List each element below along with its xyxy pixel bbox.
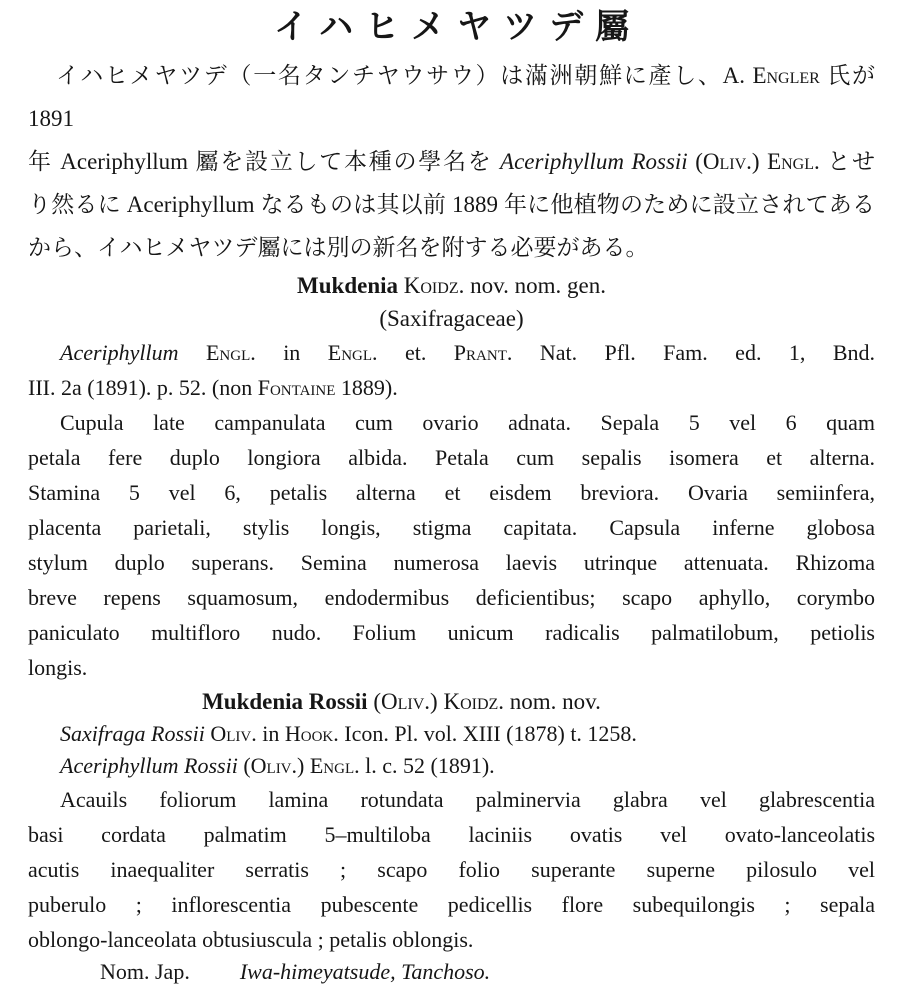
text-segment: Oliv. [210, 721, 257, 746]
text-segment: Koidz. [403, 273, 465, 298]
text-segment: ( [367, 689, 381, 714]
text-segment: Aceriphyllum Rossii [60, 753, 238, 778]
text-segment: Stamina 5 vel 6, petalis alterna et eisdem breviora. Ovaria semiinfera, [28, 480, 875, 505]
text-segment [179, 340, 206, 365]
text-segment: in [255, 340, 328, 365]
text-segment: Acauils foliorum lamina rotundata palminervia glabra vel glabrescentia [60, 787, 875, 812]
species-description-line-5 [28, 922, 875, 957]
jp-intro-line-3 [28, 183, 875, 226]
jp-intro-line-2 [28, 140, 875, 183]
text-segment: basi cordata palmatim 5–multiloba laciniis ovatis vel ovato-lanceolatis [28, 822, 875, 847]
genus-description-line-3 [28, 475, 875, 510]
text-segment: Mukdenia [297, 273, 404, 298]
text-segment: puberulo ; inflorescentia pubescente pedicellis flore subequilongis ; sepala [28, 892, 875, 917]
text-segment: 年 Aceriphyllum 屬を設立して本種の學名を [28, 149, 501, 174]
text-segment: Cupula late campanulata cum ovario adnata. Sepala 5 vel 6 quam [60, 410, 875, 435]
genus-heading [28, 269, 875, 302]
jp-intro-line-1 [28, 54, 875, 140]
text-segment: Aceriphyllum [60, 340, 179, 365]
text-segment: ) [430, 689, 444, 714]
text-segment: Nom. Jap. [100, 959, 190, 984]
family-heading [28, 302, 875, 335]
text-segment: Oliv. [702, 149, 752, 174]
text-segment: Nat. Pfl. Fam. ed. 1, Bnd. [512, 340, 875, 365]
text-segment: 氏が 1891 [28, 63, 876, 131]
text-segment: Engler [752, 63, 820, 88]
text-segment: Iwa-himeyatsude, Tanchoso. [239, 959, 491, 984]
species-description-line-1 [28, 782, 875, 817]
text-segment: 1889). [335, 375, 398, 400]
text-segment: ( [237, 753, 251, 778]
species-description-line-4 [28, 887, 875, 922]
text-segment: Engl. [205, 340, 256, 365]
genus-description-line-6 [28, 580, 875, 615]
text-segment: Engl. [327, 340, 378, 365]
text-segment: nom. nov. [504, 689, 601, 714]
genus-description-line-4 [28, 510, 875, 545]
species-description-line-2 [28, 817, 875, 852]
text-segment: Koidz. [443, 689, 505, 714]
text-segment: り然るに Aceriphyllum なるものは其以前 1889 年に他植物のために設立されてある [28, 192, 875, 217]
genus-synonym-line-2 [28, 370, 875, 405]
text-segment: Icon. Pl. vol. XIII (1878) t. 1258. [338, 721, 637, 746]
species-synonym-line-1 [28, 718, 875, 750]
document-body [28, 54, 875, 987]
species-heading [0, 685, 825, 718]
japanese-name-line [28, 957, 875, 987]
text-segment: Hook. [284, 721, 339, 746]
text-segment: breve repens squamosum, endodermibus deficientibus; scapo aphyllo, corymbo [28, 585, 875, 610]
genus-description-line-8 [28, 650, 875, 685]
text-segment: Engl. [767, 149, 820, 174]
species-synonym-line-2 [28, 750, 875, 782]
text-segment: nov. nom. gen. [464, 273, 606, 298]
text-segment: III. 2a (1891). p. 52. (non [28, 375, 258, 400]
genus-description-line-7 [28, 615, 875, 650]
text-segment: placenta parietali, stylis longis, stigma capitata. Capsula inferne globosa [28, 515, 875, 540]
text-segment: Prant. [453, 340, 513, 365]
text-segment: Saxifraga Rossii [60, 721, 205, 746]
jp-intro-line-4 [28, 226, 875, 269]
genus-description-line-2 [28, 440, 875, 475]
page-title: イハヒメヤツデ屬 [273, 9, 642, 46]
text-segment: Aceriphyllum Rossii [500, 149, 688, 174]
text-segment: とせ [819, 149, 876, 174]
text-segment: (Saxifragaceae) [379, 306, 524, 331]
text-segment: Mukdenia Rossii [202, 689, 368, 714]
genus-description-line-5 [28, 545, 875, 580]
text-segment: Fontaine [257, 375, 336, 400]
text-segment: petala fere duplo longiora albida. Petala cum sepalis isomera et alterna. [28, 445, 875, 470]
text-segment: stylum duplo superans. Semina numerosa laevis utrinque attenuata. Rhizoma [28, 550, 875, 575]
genus-description-line-1 [28, 405, 875, 440]
text-segment: Engl. [309, 753, 360, 778]
text-segment: から、イハヒメヤツデ屬には別の新名を附する必要がある。 [28, 235, 649, 260]
text-segment: ) [751, 149, 768, 174]
text-segment: Oliv. [381, 689, 431, 714]
genus-synonym-line-1 [28, 335, 875, 370]
text-segment: oblongo-lanceolata obtusiuscula ; petalis oblongis. [28, 927, 474, 952]
text-segment: paniculato multifloro nudo. Folium unicum radicalis palmatilobum, petiolis [28, 620, 875, 645]
species-description-line-3 [28, 852, 875, 887]
text-segment: acutis inaequaliter serratis ; scapo folio superante superne pilosulo vel [28, 857, 875, 882]
text-segment: in [256, 721, 285, 746]
text-segment: et. [377, 340, 454, 365]
text-segment: Oliv. [250, 753, 298, 778]
text-segment: イハヒメヤツデ（一名タンチヤウサウ）は滿洲朝鮮に產し、A. [56, 63, 753, 88]
text-segment: l. c. 52 (1891). [359, 753, 495, 778]
text-segment: longis. [28, 655, 88, 680]
text-segment: ) [297, 753, 310, 778]
text-segment: ( [687, 149, 703, 174]
